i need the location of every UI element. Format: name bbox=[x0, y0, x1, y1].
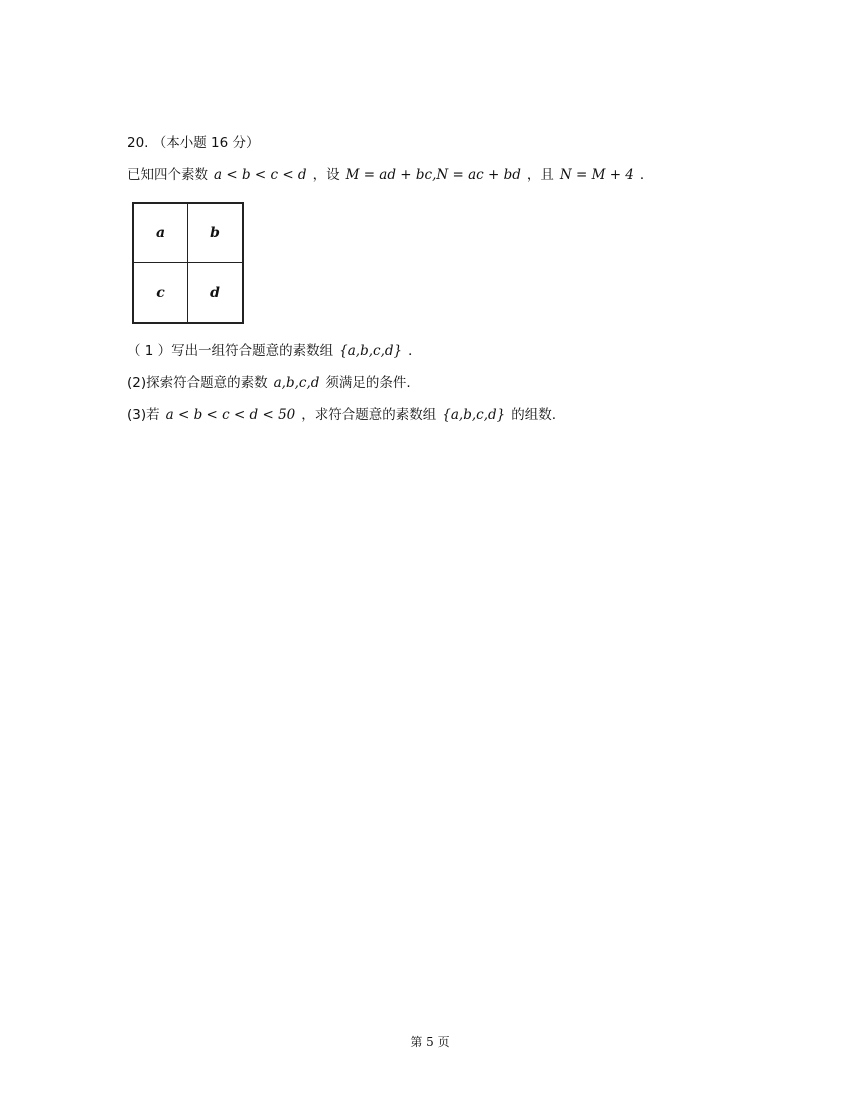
stem-inequality: a < b < c < d bbox=[214, 167, 307, 183]
page-footer: 第 5 页 bbox=[410, 1035, 450, 1049]
part-3-inequality: a < b < c < d < 50 bbox=[165, 407, 296, 423]
grid-cell-b: b bbox=[188, 204, 242, 263]
part-1-end: ． bbox=[408, 343, 422, 359]
part-1-set: {a,b,c,d} bbox=[339, 343, 403, 359]
part-2-vars: a,b,c,d bbox=[273, 375, 320, 391]
part-3-set: {a,b,c,d} bbox=[442, 407, 506, 423]
part-2-text: (2)探索符合题意的素数 bbox=[127, 375, 268, 391]
question-stem bbox=[127, 166, 653, 184]
grid-cell-c: c bbox=[134, 263, 188, 322]
stem-and: ，且 bbox=[526, 167, 554, 183]
grid-cell-d: d bbox=[210, 284, 220, 301]
part-2 bbox=[127, 374, 411, 392]
prime-grid-figure bbox=[132, 202, 244, 324]
part-3-pre: (3)若 bbox=[127, 407, 160, 423]
part-1-text: （ 1 ）写出一组符合题意的素数组 bbox=[127, 343, 334, 359]
part-1 bbox=[127, 342, 422, 360]
part-3-mid: ，求符合题意的素数组 bbox=[301, 407, 437, 423]
part-3-end: 的组数. bbox=[511, 407, 557, 423]
stem-separator: ，设 bbox=[312, 167, 340, 183]
part-2-end: 须满足的条件. bbox=[325, 375, 411, 391]
stem-prefix: 已知四个素数 bbox=[127, 167, 208, 183]
grid-cell-a: a bbox=[134, 204, 188, 263]
stem-end: ． bbox=[639, 167, 654, 183]
stem-relation: N = M + 4 bbox=[559, 167, 634, 183]
question-title: 20. （本小题 16 分） bbox=[127, 135, 260, 151]
stem-definition: M = ad + bc,N = ac + bd bbox=[345, 167, 521, 183]
part-3 bbox=[127, 406, 556, 424]
